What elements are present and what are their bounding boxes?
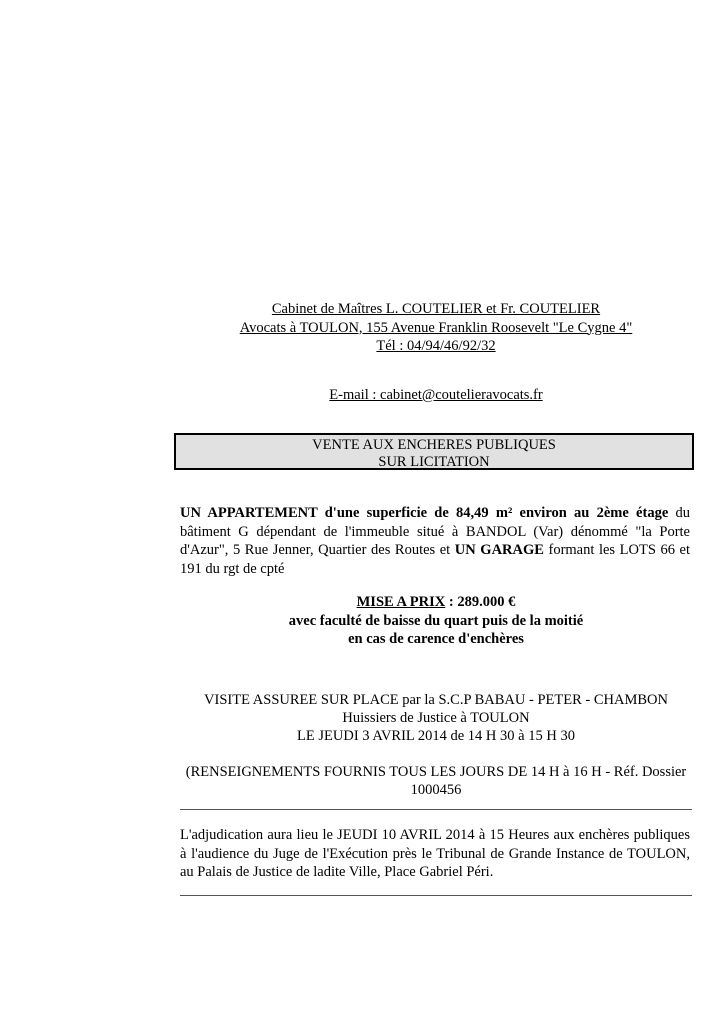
cabinet-name: Cabinet de Maîtres L. COUTELIER et Fr. COUTELIER bbox=[271, 301, 601, 317]
visit-line2: Huissiers de Justice à TOULON bbox=[342, 710, 530, 726]
description-location: du bâtiment G dépendant de l'immeuble situé à BANDOL (Var) dénommé "la Porte d'Azur", 5 Rue Jenner, Quartier des Routes et bbox=[180, 505, 691, 558]
visit-line1: VISITE ASSUREE SUR PLACE par la S.C.P BABAU - PETER - CHAMBON bbox=[204, 692, 668, 708]
property-description bbox=[180, 504, 690, 578]
cabinet-email: E-mail : cabinet@coutelieravocats.fr bbox=[329, 386, 543, 403]
description-lots: formant les LOTS 66 et 191 du rgt de cpté bbox=[180, 542, 690, 577]
reserve-price bbox=[180, 593, 692, 649]
adjudication-text: L'adjudication aura lieu le JEUDI 10 AVRIL 2014 à 15 Heures aux enchères publiques à l'audience du Juge de l'Exécution près le Tribunal de Grande Instance de TOULON, au Palais de Justice de ladite Ville, Place Gabriel Péri. bbox=[180, 827, 690, 880]
information-note: (RENSEIGNEMENTS FOURNIS TOUS LES JOURS DE 14 H à 16 H - Réf. Dossier 1000456 bbox=[185, 764, 687, 798]
description-garage: UN GARAGE bbox=[454, 542, 544, 558]
sale-type-box bbox=[174, 433, 694, 470]
divider-bottom bbox=[180, 895, 692, 896]
sale-type-line1: VENTE AUX ENCHERES PUBLIQUES bbox=[312, 437, 556, 453]
price-label: MISE A PRIX bbox=[356, 594, 446, 610]
divider-top bbox=[180, 809, 692, 810]
sale-type-line2: SUR LICITATION bbox=[378, 454, 490, 470]
visit-info bbox=[180, 691, 692, 745]
cabinet-address: Avocats à TOULON, 155 Avenue Franklin Roosevelt "Le Cygne 4" bbox=[239, 319, 633, 336]
visit-line3: LE JEUDI 3 AVRIL 2014 de 14 H 30 à 15 H 30 bbox=[297, 728, 575, 744]
price-value: : 289.000 € bbox=[445, 594, 516, 610]
cabinet-phone: Tél : 04/94/46/92/32 bbox=[376, 338, 496, 354]
price-condition: avec faculté de baisse du quart puis de la moitié bbox=[288, 612, 584, 629]
description-apartment: UN APPARTEMENT d'une superficie de 84,49 m² environ au 2ème étage bbox=[180, 505, 669, 521]
lawyer-header bbox=[180, 300, 692, 404]
price-carence: en cas de carence d'enchères bbox=[348, 631, 524, 647]
